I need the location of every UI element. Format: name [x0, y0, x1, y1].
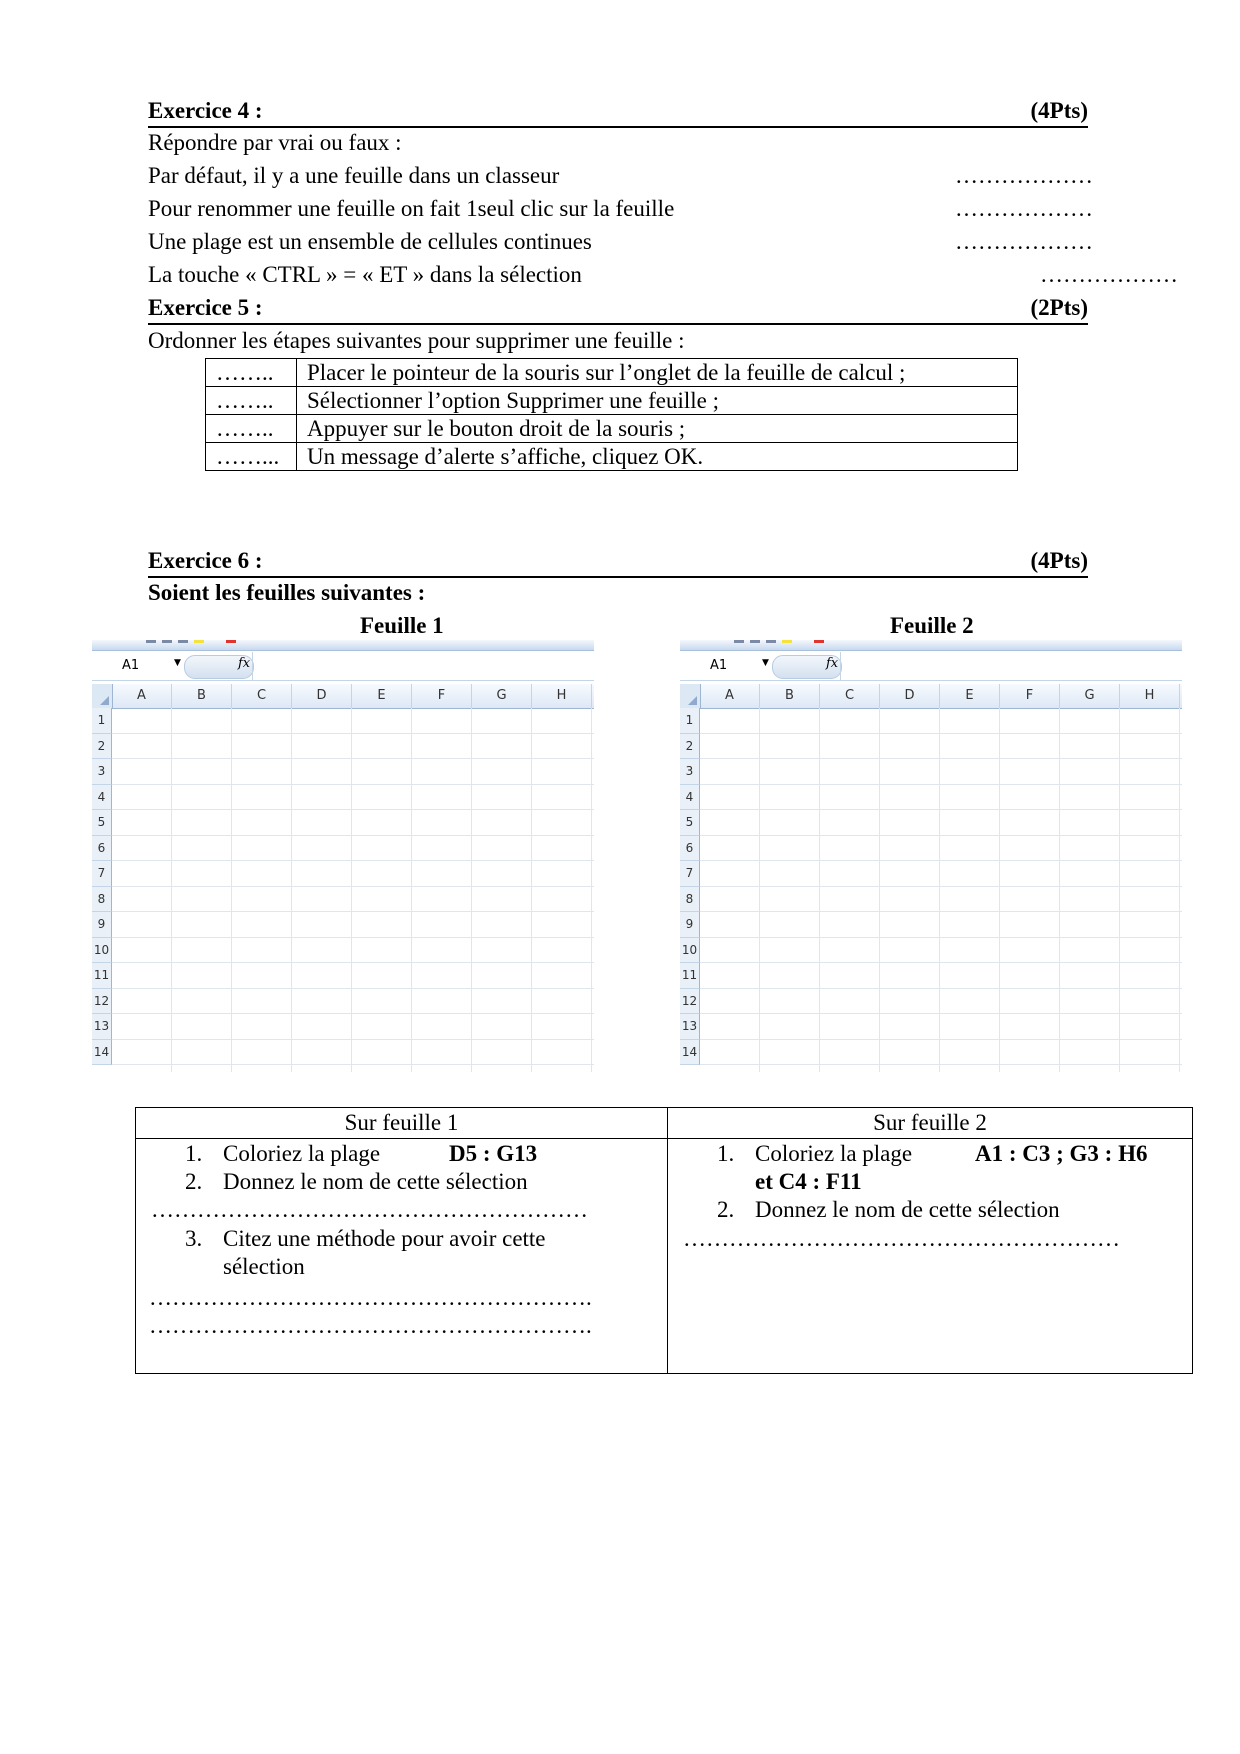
grid-line-horizontal — [112, 758, 594, 759]
column-header[interactable]: C — [232, 684, 292, 708]
answer-dots[interactable]: ………………………………………………… — [151, 1197, 588, 1222]
question-text: Donnez le nom de cette sélection — [223, 1169, 528, 1194]
exercise-points: (4Pts) — [1030, 98, 1088, 123]
row-header[interactable]: 10 — [92, 938, 112, 964]
grid-line-horizontal — [112, 962, 594, 963]
row-header[interactable]: 14 — [92, 1040, 112, 1066]
answer-table — [135, 1107, 1193, 1374]
select-all-corner[interactable] — [92, 684, 113, 708]
row-header[interactable]: 1 — [680, 708, 700, 734]
column-header[interactable]: A — [112, 684, 172, 708]
answer-blank[interactable]: ……………… — [955, 196, 1093, 221]
row-header[interactable]: 1 — [92, 708, 112, 734]
exercise-points: (4Pts) — [1030, 548, 1088, 573]
column-header[interactable]: A — [700, 684, 760, 708]
grid-line-horizontal — [112, 809, 594, 810]
row-header[interactable]: 9 — [680, 912, 700, 938]
grid-line-vertical — [879, 708, 880, 1072]
name-box[interactable]: A1 — [710, 658, 728, 673]
exercise-4-heading — [148, 96, 1088, 128]
column-header-sheet-2: Sur feuille 2 — [668, 1108, 1193, 1139]
column-header[interactable]: C — [820, 684, 880, 708]
row-header[interactable]: 7 — [92, 861, 112, 887]
true-false-statement: Par défaut, il y a une feuille dans un classeur — [148, 163, 560, 188]
grid-line-horizontal — [112, 1064, 594, 1065]
grid-line-horizontal — [700, 911, 1182, 912]
row-header[interactable]: 4 — [680, 785, 700, 811]
ribbon-mark — [766, 640, 776, 643]
question-text: Citez une méthode pour avoir cette — [223, 1226, 546, 1251]
exercise-5-instruction: Ordonner les étapes suivantes pour supprimer une feuille : — [148, 328, 685, 353]
question-number: 2. — [185, 1169, 203, 1194]
question-text: Coloriez la plage — [223, 1141, 381, 1166]
grid-line-vertical — [591, 708, 592, 1072]
grid-line-horizontal — [112, 988, 594, 989]
grid-line-vertical — [291, 708, 292, 1072]
column-header[interactable]: E — [940, 684, 1000, 708]
true-false-statement: Une plage est un ensemble de cellules continues — [148, 229, 592, 254]
ribbon-marks — [734, 640, 844, 643]
row-header[interactable]: 2 — [92, 734, 112, 760]
grid-line-horizontal — [112, 937, 594, 938]
steps-table — [205, 358, 1018, 471]
ribbon-mark — [194, 640, 204, 643]
column-header[interactable]: G — [472, 684, 532, 708]
chevron-down-icon[interactable]: ▼ — [174, 658, 181, 668]
name-box[interactable]: A1 — [122, 658, 140, 673]
ribbon-mark — [178, 640, 188, 643]
table-row — [206, 387, 1018, 415]
grid-line-horizontal — [112, 835, 594, 836]
exercise-5-heading — [148, 293, 1088, 325]
exercise-6-heading — [148, 546, 1088, 578]
grid-line-vertical — [1119, 708, 1120, 1072]
row-header[interactable]: 10 — [680, 938, 700, 964]
row-header[interactable]: 5 — [680, 810, 700, 836]
row-header[interactable]: 12 — [92, 989, 112, 1015]
grid-line-vertical — [351, 708, 352, 1072]
grid-line-horizontal — [112, 860, 594, 861]
column-header[interactable]: F — [1000, 684, 1060, 708]
step-order-blank[interactable]: …….. — [206, 387, 297, 415]
row-header[interactable]: 11 — [92, 963, 112, 989]
spreadsheet-feuille-2[interactable] — [680, 640, 1182, 1072]
row-header[interactable]: 13 — [680, 1014, 700, 1040]
column-header[interactable]: B — [172, 684, 232, 708]
column-header[interactable]: G — [1060, 684, 1120, 708]
row-header[interactable]: 3 — [92, 759, 112, 785]
table-row — [206, 443, 1018, 471]
question-number: 1. — [185, 1141, 203, 1166]
column-header[interactable]: B — [760, 684, 820, 708]
grid-line-vertical — [231, 708, 232, 1072]
sheet-1-questions — [136, 1139, 668, 1374]
sheet-2-label: Feuille 2 — [890, 613, 974, 638]
grid-line-vertical — [999, 708, 1000, 1072]
ribbon-mark — [814, 640, 824, 643]
grid-line-vertical — [939, 708, 940, 1072]
row-header[interactable]: 2 — [680, 734, 700, 760]
question-text: Coloriez la plage — [755, 1141, 913, 1166]
column-header[interactable]: H — [1120, 684, 1180, 708]
question-text-continued: sélection — [223, 1254, 305, 1279]
step-text: Appuyer sur le bouton droit de la souris ; — [297, 415, 1018, 443]
question-number: 2. — [717, 1197, 735, 1222]
grid-line-horizontal — [700, 988, 1182, 989]
grid-line-vertical — [411, 708, 412, 1072]
grid-line-horizontal — [700, 1064, 1182, 1065]
formula-separator — [252, 652, 253, 680]
fx-icon[interactable]: fx — [826, 656, 839, 671]
step-order-blank[interactable]: ……... — [206, 443, 297, 471]
step-order-blank[interactable]: …….. — [206, 359, 297, 387]
ribbon-mark — [734, 640, 744, 643]
exercise-title: Exercice 4 : — [148, 98, 263, 123]
formula-bar — [680, 652, 1182, 681]
grid-line-horizontal — [700, 1013, 1182, 1014]
grid-line-horizontal — [700, 1039, 1182, 1040]
answer-blank[interactable]: ……………… — [955, 229, 1093, 254]
grid-line-horizontal — [700, 835, 1182, 836]
sheet-2-questions — [668, 1139, 1193, 1374]
grid-line-vertical — [1059, 708, 1060, 1072]
true-false-statement: Pour renommer une feuille on fait 1seul clic sur la feuille — [148, 196, 675, 221]
ribbon-mark — [146, 640, 156, 643]
table-row — [206, 359, 1018, 387]
fx-icon[interactable]: fx — [238, 656, 251, 671]
exercise-title: Exercice 5 : — [148, 295, 263, 320]
row-header[interactable]: 14 — [680, 1040, 700, 1066]
row-header[interactable]: 9 — [92, 912, 112, 938]
formula-separator — [840, 652, 841, 680]
row-header[interactable]: 5 — [92, 810, 112, 836]
grid-line-vertical — [531, 708, 532, 1072]
grid-line-horizontal — [700, 758, 1182, 759]
step-text: Un message d’alerte s’affiche, cliquez OK. — [297, 443, 1018, 471]
column-header[interactable]: H — [532, 684, 592, 708]
column-header-sheet-1: Sur feuille 1 — [136, 1108, 668, 1139]
row-header[interactable]: 7 — [680, 861, 700, 887]
grid-line-horizontal — [112, 911, 594, 912]
ribbon-strip — [680, 640, 1182, 651]
answer-blank[interactable]: ……………… — [1040, 262, 1178, 287]
grid-line-horizontal — [112, 733, 594, 734]
step-text: Placer le pointeur de la souris sur l’onglet de la feuille de calcul ; — [297, 359, 1018, 387]
row-header[interactable]: 11 — [680, 963, 700, 989]
row-header[interactable]: 8 — [680, 887, 700, 913]
grid-line-vertical — [759, 708, 760, 1072]
grid-line-horizontal — [700, 886, 1182, 887]
ribbon-mark — [782, 640, 792, 643]
row-header[interactable]: 4 — [92, 785, 112, 811]
column-header[interactable]: D — [880, 684, 940, 708]
grid-line-horizontal — [112, 1039, 594, 1040]
column-header[interactable]: E — [352, 684, 412, 708]
range-reference-continued: et C4 : F11 — [755, 1169, 862, 1194]
grid-line-horizontal — [112, 784, 594, 785]
row-header[interactable]: 3 — [680, 759, 700, 785]
grid-line-horizontal — [112, 1013, 594, 1014]
answer-dots[interactable]: …………………………………………………. — [149, 1313, 592, 1338]
exercise-4-instruction: Répondre par vrai ou faux : — [148, 130, 402, 155]
range-reference: D5 : G13 — [449, 1141, 538, 1166]
exercise-6-intro: Soient les feuilles suivantes : — [148, 580, 426, 605]
row-header[interactable]: 8 — [92, 887, 112, 913]
answer-blank[interactable]: ……………… — [955, 163, 1093, 188]
sheet-1-label: Feuille 1 — [360, 613, 444, 638]
grid-line-horizontal — [700, 809, 1182, 810]
column-header[interactable]: F — [412, 684, 472, 708]
grid-line-horizontal — [700, 860, 1182, 861]
grid-line-horizontal — [700, 784, 1182, 785]
step-order-blank[interactable]: …….. — [206, 415, 297, 443]
exercise-points: (2Pts) — [1030, 295, 1088, 320]
grid-line-vertical — [171, 708, 172, 1072]
grid-line-vertical — [819, 708, 820, 1072]
row-header[interactable]: 6 — [680, 836, 700, 862]
column-header[interactable]: D — [292, 684, 352, 708]
ribbon-mark — [162, 640, 172, 643]
ribbon-strip — [92, 640, 594, 651]
table-row — [206, 415, 1018, 443]
row-header[interactable]: 13 — [92, 1014, 112, 1040]
range-reference: A1 : C3 ; G3 : H6 — [975, 1141, 1148, 1166]
row-header[interactable]: 12 — [680, 989, 700, 1015]
grid-line-horizontal — [700, 733, 1182, 734]
exercise-title: Exercice 6 : — [148, 548, 263, 573]
grid-line-horizontal — [700, 962, 1182, 963]
question-text: Donnez le nom de cette sélection — [755, 1197, 1060, 1222]
spreadsheet-feuille-1[interactable] — [92, 640, 594, 1072]
formula-bar — [92, 652, 594, 681]
true-false-statement: La touche « CTRL » = « ET » dans la sélection — [148, 262, 582, 287]
select-all-corner[interactable] — [680, 684, 701, 708]
question-number: 1. — [717, 1141, 735, 1166]
grid-line-horizontal — [700, 937, 1182, 938]
ribbon-mark — [750, 640, 760, 643]
chevron-down-icon[interactable]: ▼ — [762, 658, 769, 668]
grid-line-horizontal — [112, 886, 594, 887]
ribbon-mark — [226, 640, 236, 643]
grid-line-vertical — [1179, 708, 1180, 1072]
answer-dots[interactable]: ………………………………………………… — [683, 1226, 1120, 1251]
question-number: 3. — [185, 1226, 203, 1251]
step-text: Sélectionner l’option Supprimer une feuille ; — [297, 387, 1018, 415]
answer-dots[interactable]: …………………………………………………. — [149, 1285, 592, 1310]
row-header[interactable]: 6 — [92, 836, 112, 862]
ribbon-marks — [146, 640, 256, 643]
grid-line-vertical — [471, 708, 472, 1072]
